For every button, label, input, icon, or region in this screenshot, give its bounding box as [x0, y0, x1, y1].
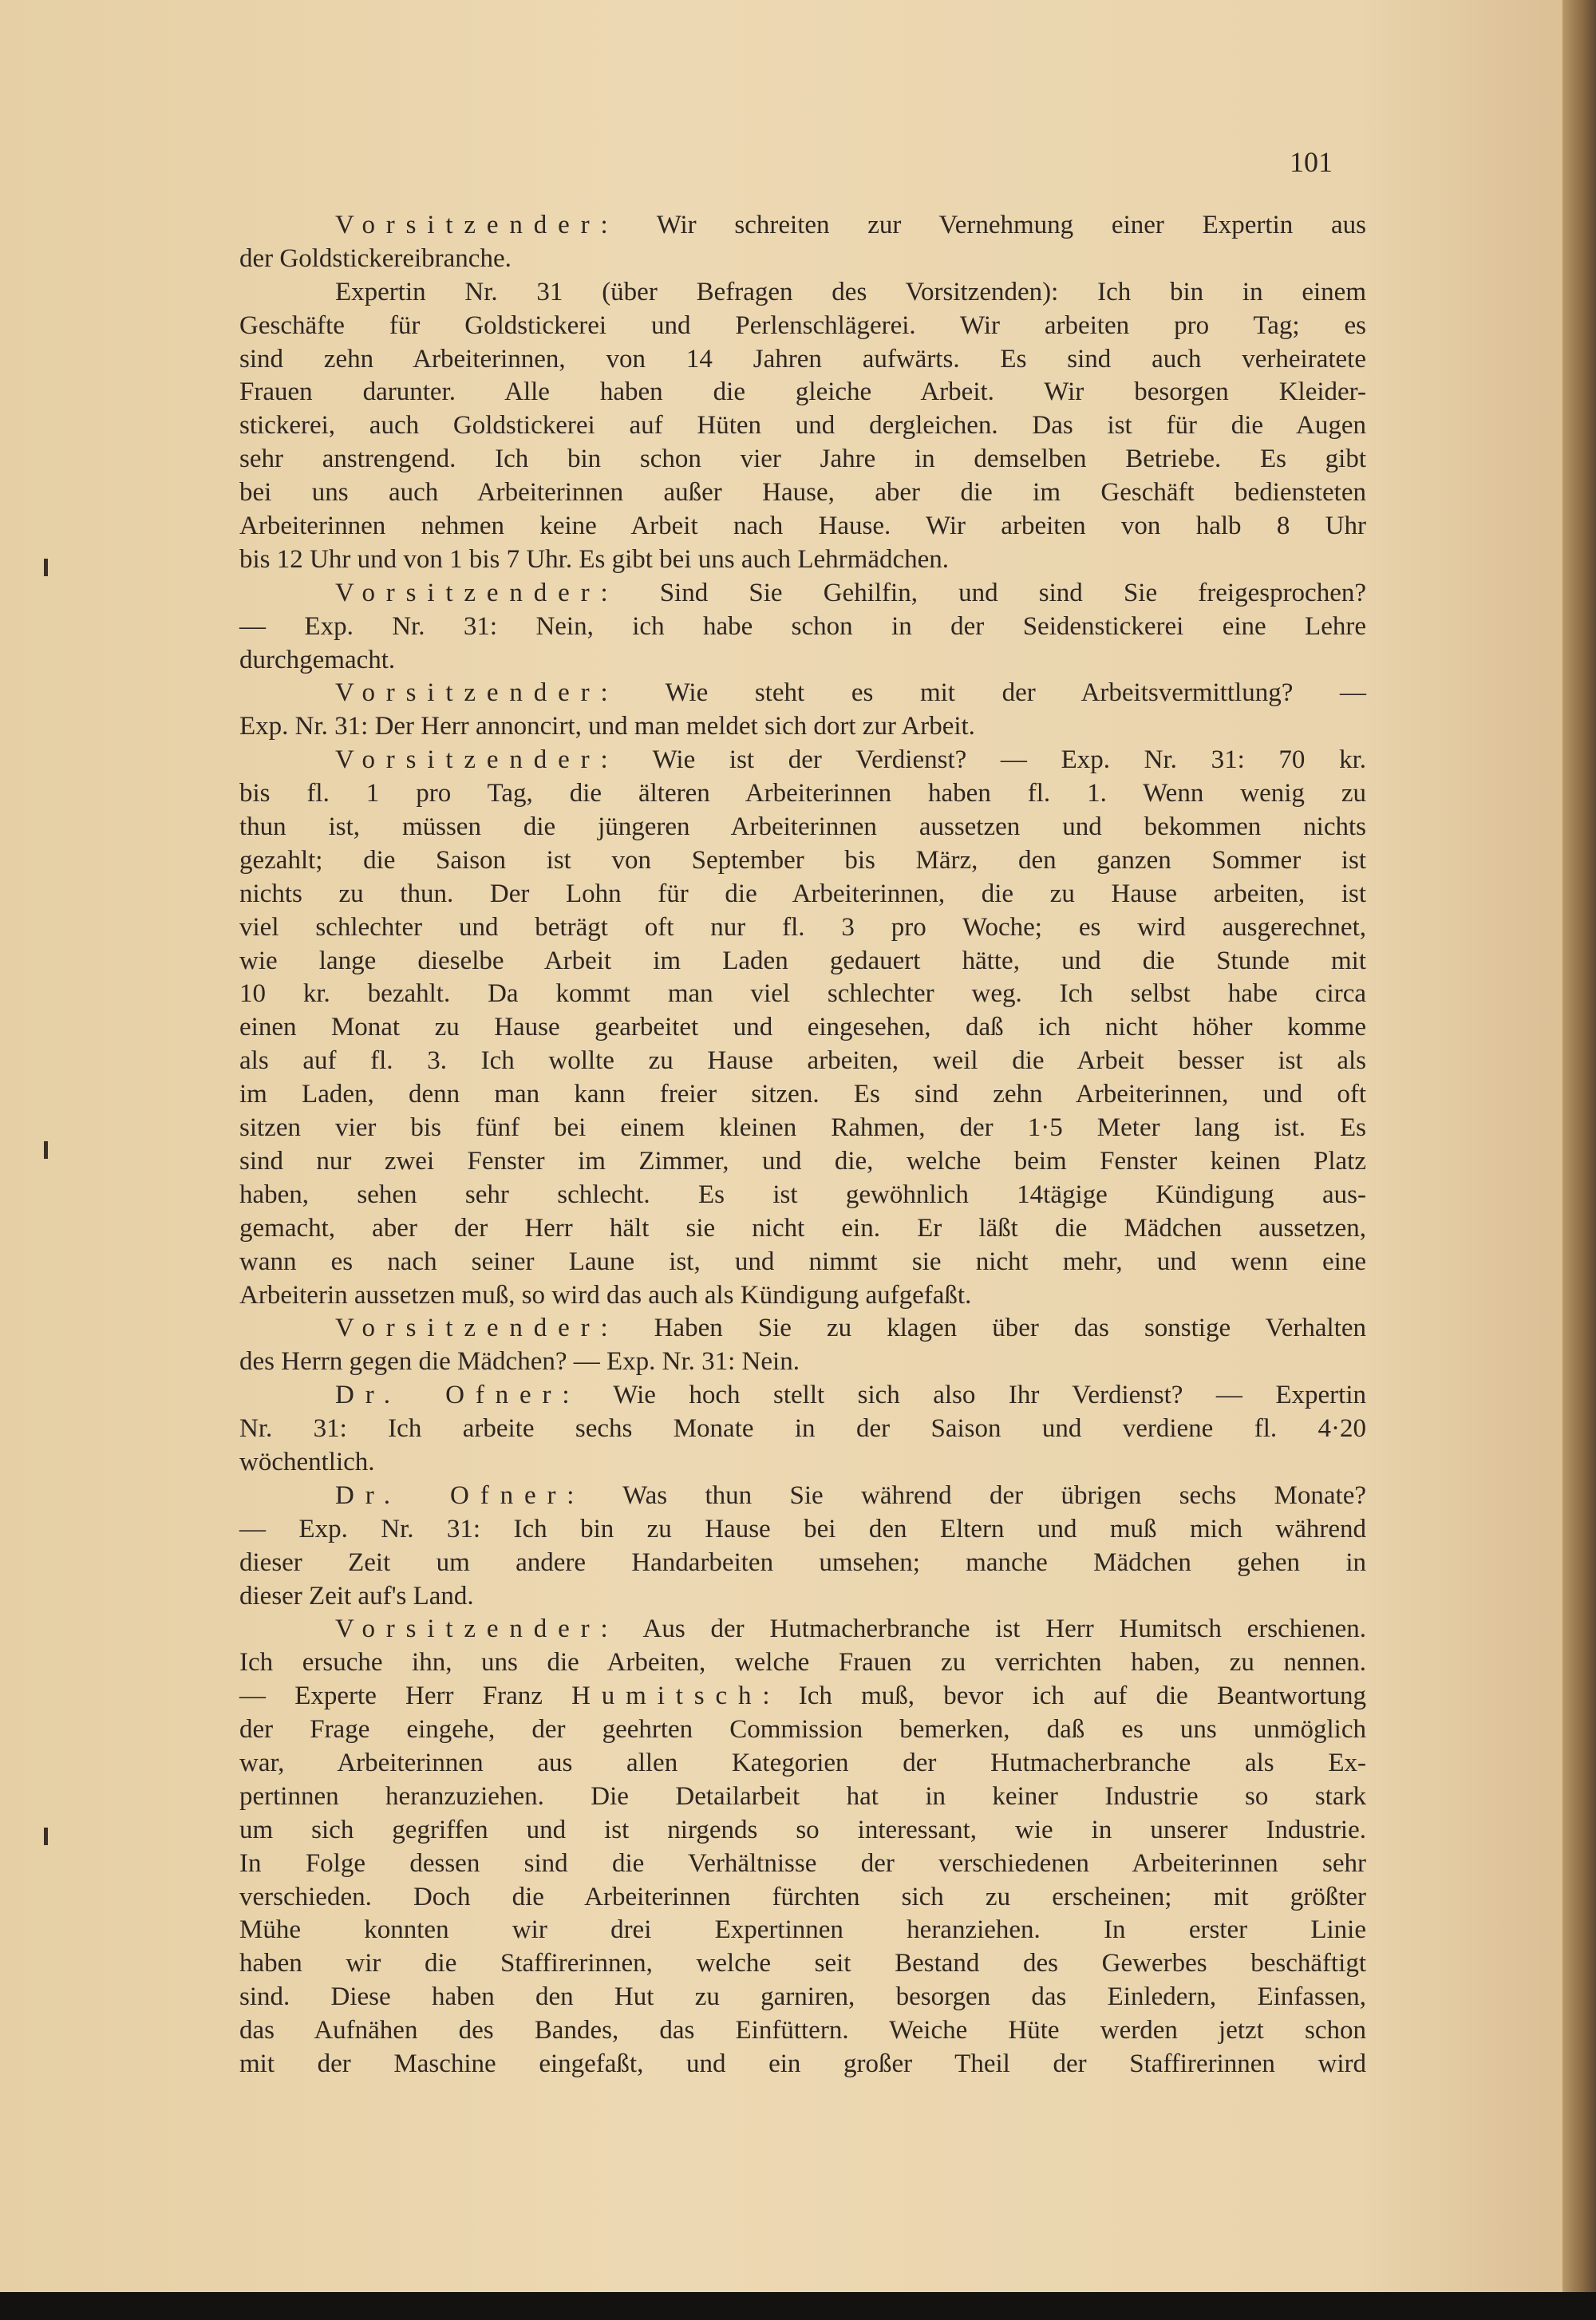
text-line — [239, 1814, 1366, 1848]
line-text: wann es nach seiner Laune ist, und nimmt sie nicht mehr, und wenn eine — [239, 1247, 1366, 1276]
text-line — [239, 644, 1366, 678]
line-text: mit der Maschine eingefaßt, und ein großer Theil der Staffirerinnen wird — [239, 2049, 1366, 2078]
speaker-name: Vorsitzender: — [335, 1615, 619, 1644]
text-line — [239, 1781, 1366, 1814]
line-text: bei uns auch Arbeiterinnen außer Hause, aber die im Geschäft bediensteten — [239, 478, 1366, 508]
text-line — [239, 310, 1366, 343]
line-text: thun ist, müssen die jüngeren Arbeiterinnen aussetzen und bekommen nichts — [239, 812, 1366, 842]
line-text: der Goldstickereibranche. — [239, 243, 512, 273]
line-text: Geschäfte für Goldstickerei und Perlenschlägerei. Wir arbeiten pro Tag; es — [239, 310, 1366, 340]
text-line — [239, 577, 1366, 611]
line-text: In Folge dessen sind die Verhältnisse der verschiedenen Arbeiterinnen sehr — [239, 1848, 1366, 1878]
text-line — [239, 1246, 1366, 1279]
text-line — [239, 611, 1366, 644]
line-text: Ich ersuche ihn, uns die Arbeiten, welche Frauen zu verrichten haben, zu nennen. — [239, 1648, 1366, 1678]
margin-mark — [44, 1141, 48, 1159]
line-text: als auf fl. 3. Ich wollte zu Hause arbeiten, weil die Arbeit besser ist als — [239, 1046, 1366, 1076]
text-line — [239, 878, 1366, 911]
line-text: bis 12 Uhr und von 1 bis 7 Uhr. Es gibt bei uns auch Lehrmädchen. — [239, 544, 950, 574]
speaker-name: Vorsitzender: — [335, 745, 619, 775]
text-line — [239, 443, 1366, 476]
text-line — [239, 1646, 1366, 1680]
scan-border-bottom — [0, 2292, 1596, 2320]
line-text: sind zehn Arbeiterinnen, von 14 Jahren aufwärts. Es sind auch verheiratete — [239, 344, 1366, 373]
line-text: pertinnen heranzuziehen. Die Detailarbeit hat in keiner Industrie so stark — [239, 1781, 1366, 1811]
line-text: — Exp. Nr. 31: Ich bin zu Hause bei den Eltern und muß mich während — [239, 1514, 1366, 1543]
paragraph — [239, 677, 1366, 744]
text-column — [239, 209, 1366, 2081]
text-line — [239, 811, 1366, 844]
text-line — [239, 1480, 1366, 1513]
text-line — [239, 1613, 1366, 1646]
text-line — [239, 1312, 1366, 1346]
text-line — [239, 1011, 1366, 1045]
line-text: : Ich muß, bevor ich auf die Beantwortung — [762, 1682, 1366, 1711]
line-text: gezahlt; die Saison ist von September bis März, den ganzen Sommer ist — [239, 845, 1366, 875]
text-line — [239, 911, 1366, 945]
speaker-name: Dr. Ofner: — [335, 1381, 581, 1410]
book-edge-right — [1562, 0, 1596, 2320]
text-line — [239, 2014, 1366, 2048]
text-line — [239, 1145, 1366, 1179]
speaker-name: Humitsch — [571, 1682, 763, 1711]
speaker-name: Vorsitzender: — [335, 578, 619, 607]
text-line — [239, 844, 1366, 878]
line-text: Wie ist der Verdienst? — Exp. Nr. 31: 70 kr. — [652, 745, 1367, 775]
line-text: Arbeiterinnen nehmen keine Arbeit nach Hause. Wir arbeiten von halb 8 Uhr — [239, 512, 1366, 541]
line-text: Wir schreiten zur Vernehmung einer Expertin aus — [656, 211, 1366, 239]
text-line — [239, 1446, 1366, 1480]
text-line — [239, 1078, 1366, 1112]
line-text: sehr anstrengend. Ich bin schon vier Jahre in demselben Betriebe. Es gibt — [239, 445, 1366, 474]
text-line — [239, 1547, 1366, 1580]
line-text: Mühe konnten wir drei Expertinnen heranziehen. In erster Linie — [239, 1915, 1366, 1945]
text-line — [239, 243, 1366, 276]
speaker-name: Vorsitzender: — [335, 678, 619, 708]
text-line — [239, 209, 1366, 243]
margin-mark — [44, 559, 48, 576]
text-line — [239, 1346, 1366, 1379]
line-text: Aus der Hutmacherbranche ist Herr Humitsch erschienen. — [642, 1615, 1367, 1644]
text-line — [239, 1179, 1366, 1212]
text-line — [239, 476, 1366, 510]
speaker-name: Dr. Ofner: — [335, 1480, 586, 1510]
text-line — [239, 276, 1366, 310]
text-line — [239, 1045, 1366, 1078]
text-line — [239, 1580, 1366, 1614]
text-line — [239, 1947, 1366, 1981]
line-text: Expertin Nr. 31 (über Befragen des Vorsitzenden): Ich bin in einem — [335, 277, 1366, 306]
text-line — [239, 1848, 1366, 1881]
line-text: Sind Sie Gehilfin, und sind Sie freigesprochen? — [659, 578, 1366, 607]
text-line — [239, 710, 1366, 744]
line-text: bis fl. 1 pro Tag, die älteren Arbeiterinnen haben fl. 1. Wenn wenig zu — [239, 779, 1366, 808]
text-line — [239, 677, 1366, 710]
line-text: Nr. 31: Ich arbeite sechs Monate in der Saison und verdiene fl. 4·20 — [239, 1414, 1366, 1444]
line-text: gemacht, aber der Herr hält sie nicht ein. Er läßt die Mädchen aussetzen, — [239, 1213, 1366, 1243]
text-line — [239, 777, 1366, 811]
paragraph — [239, 577, 1366, 678]
text-line — [239, 1680, 1366, 1713]
line-text: sitzen vier bis fünf bei einem kleinen Rahmen, der 1·5 Meter lang ist. Es — [239, 1113, 1366, 1143]
line-text: wie lange dieselbe Arbeit im Laden gedauert hätte, und die Stunde mit — [239, 946, 1366, 975]
line-text: verschieden. Doch die Arbeiterinnen fürchten sich zu erscheinen; mit größter — [239, 1882, 1366, 1911]
line-text: nichts zu thun. Der Lohn für die Arbeiterinnen, die zu Hause arbeiten, ist — [239, 879, 1366, 908]
line-text: Wie hoch stellt sich also Ihr Verdienst? — Expertin — [613, 1381, 1366, 1410]
text-line — [239, 510, 1366, 543]
text-line — [239, 1981, 1366, 2014]
line-text: der Frage eingehe, der geehrten Commission bemerken, daß es uns unmöglich — [239, 1715, 1366, 1745]
paragraph — [239, 1480, 1366, 1614]
paragraph — [239, 209, 1366, 276]
page-number: 101 — [1290, 146, 1333, 178]
paragraph — [239, 276, 1366, 577]
text-line — [239, 409, 1366, 443]
line-text: Arbeiterin aussetzen muß, so wird das auch als Kündigung aufgefaßt. — [239, 1280, 972, 1310]
line-text: haben wir die Staffirerinnen, welche seit Bestand des Gewerbes beschäftigt — [239, 1949, 1366, 1978]
line-text: das Aufnähen des Bandes, das Einfüttern. Weiche Hüte werden jetzt schon — [239, 2016, 1366, 2045]
line-text: wöchentlich. — [239, 1447, 375, 1476]
line-text: einen Monat zu Hause gearbeitet und eingesehen, daß ich nicht höher komme — [239, 1013, 1366, 1042]
text-line — [239, 978, 1366, 1011]
line-text: im Laden, denn man kann freier sitzen. Es sind zehn Arbeiterinnen, und oft — [239, 1080, 1366, 1109]
text-line — [239, 1379, 1366, 1413]
line-text: viel schlechter und beträgt oft nur fl. 3 pro Woche; es wird ausgerechnet, — [239, 912, 1366, 942]
text-line — [239, 1212, 1366, 1246]
paragraph — [239, 1613, 1366, 2081]
paragraph — [239, 1379, 1366, 1480]
text-line — [239, 343, 1366, 377]
text-line — [239, 1279, 1366, 1313]
line-text: Wie steht es mit der Arbeitsvermittlung? — — [665, 678, 1366, 708]
text-line — [239, 376, 1366, 409]
line-text: des Herrn gegen die Mädchen? — Exp. Nr. 31: Nein. — [239, 1347, 800, 1377]
paragraph — [239, 744, 1366, 1312]
text-line — [239, 1713, 1366, 1747]
line-text: stickerei, auch Goldstickerei auf Hüten und dergleichen. Das ist für die Augen — [239, 411, 1366, 441]
line-text: sind nur zwei Fenster im Zimmer, und die, welche beim Fenster keinen Platz — [239, 1146, 1366, 1176]
margin-mark — [44, 1828, 48, 1845]
line-text: — Exp. Nr. 31: Nein, ich habe schon in der Seidenstickerei eine Lehre — [239, 611, 1366, 641]
text-line — [239, 1413, 1366, 1446]
line-text: 10 kr. bezahlt. Da kommt man viel schlechter weg. Ich selbst habe circa — [239, 979, 1366, 1009]
text-line — [239, 1914, 1366, 1947]
line-text: — Experte Herr Franz — [239, 1682, 572, 1711]
line-text: sind. Diese haben den Hut zu garniren, besorgen das Einledern, Einfassen, — [239, 1982, 1366, 2012]
line-text: haben, sehen sehr schlecht. Es ist gewöhnlich 14tägige Kündigung aus- — [239, 1180, 1366, 1209]
line-text: um sich gegriffen und ist nirgends so interessant, wie in unserer Industrie. — [239, 1815, 1366, 1844]
line-text: durchgemacht. — [239, 645, 396, 674]
text-line — [239, 2048, 1366, 2081]
line-text: Frauen darunter. Alle haben die gleiche Arbeit. Wir besorgen Kleider- — [239, 377, 1366, 407]
line-text: Exp. Nr. 31: Der Herr annoncirt, und man meldet sich dort zur Arbeit. — [239, 712, 975, 741]
text-line — [239, 543, 1366, 577]
speaker-name: Vorsitzender: — [335, 211, 619, 239]
line-text: dieser Zeit um andere Handarbeiten umsehen; manche Mädchen gehen in — [239, 1547, 1366, 1577]
line-text: Haben Sie zu klagen über das sonstige Verhalten — [654, 1314, 1367, 1343]
text-line — [239, 1513, 1366, 1547]
text-line — [239, 1747, 1366, 1781]
text-line — [239, 1112, 1366, 1145]
text-line — [239, 744, 1366, 777]
paragraph — [239, 1312, 1366, 1379]
speaker-name: Vorsitzender: — [335, 1314, 619, 1343]
line-text: war, Arbeiterinnen aus allen Kategorien der Hutmacherbranche als Ex- — [239, 1748, 1366, 1777]
text-line — [239, 945, 1366, 978]
line-text: dieser Zeit auf's Land. — [239, 1581, 474, 1611]
text-line — [239, 1881, 1366, 1915]
line-text: Was thun Sie während der übrigen sechs Monate? — [622, 1480, 1366, 1510]
